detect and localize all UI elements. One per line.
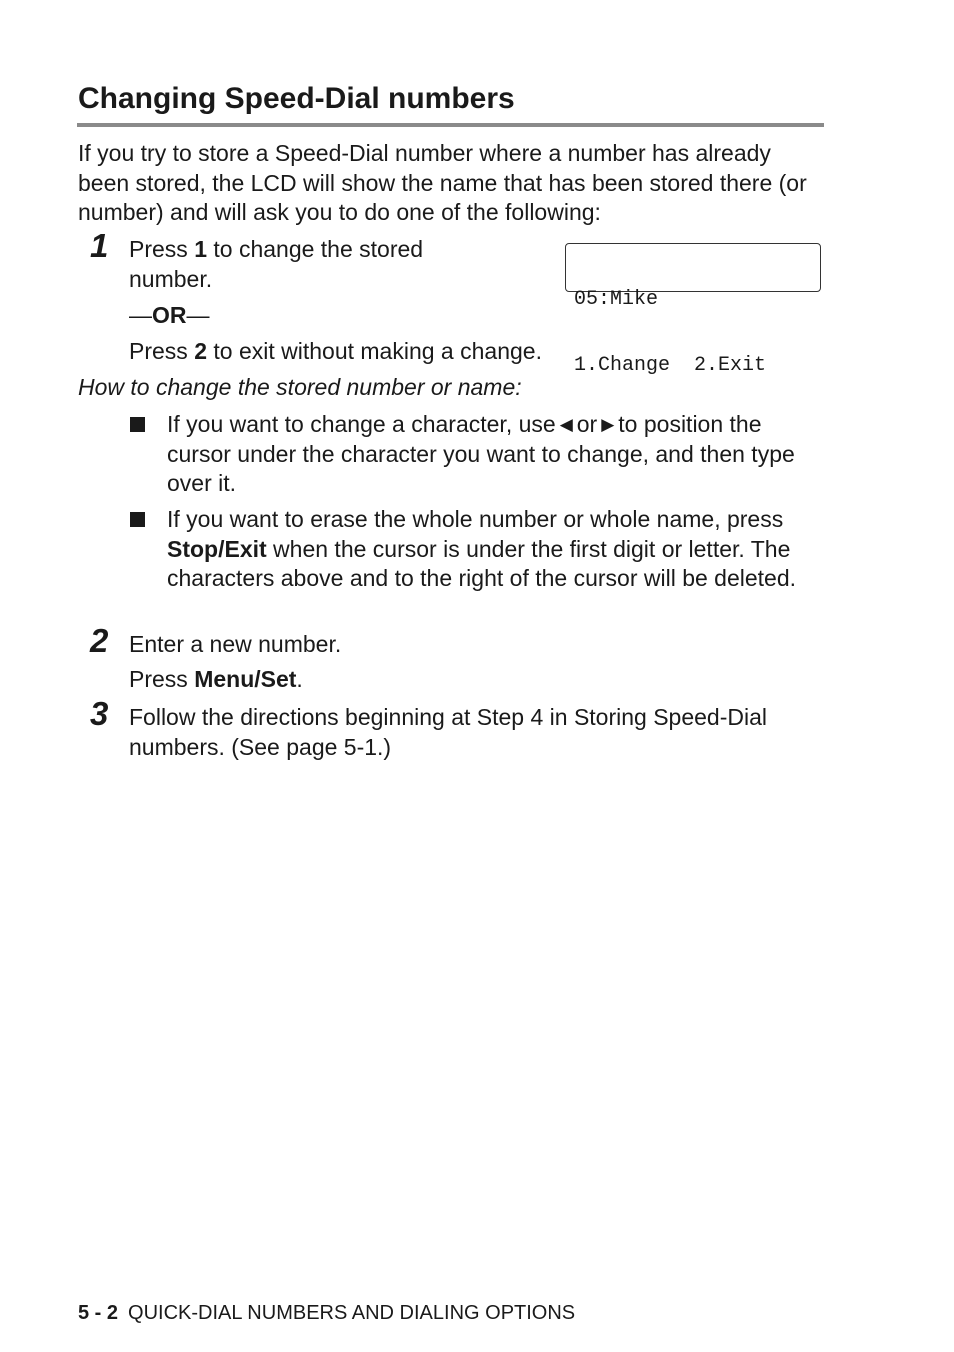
step2-instruction: Enter a new number. — [129, 631, 342, 657]
or-dash-right: — — [186, 302, 210, 328]
step2-press-pre: Press — [129, 666, 195, 692]
step1-alt-post: to exit without making a change. — [206, 338, 542, 364]
page-title: Changing Speed-Dial numbers — [78, 82, 515, 115]
bullet2-text — [167, 505, 827, 594]
step-number-2: 2 — [90, 622, 109, 659]
howto-heading: How to change the stored number or name: — [78, 374, 522, 400]
step1-key-1: 1 — [194, 236, 207, 262]
bullet-square-icon — [130, 512, 145, 527]
stop-exit-key: Stop/Exit — [167, 535, 267, 562]
bullet1-or: or — [576, 411, 598, 437]
bullet1-text — [167, 410, 827, 499]
intro-paragraph: If you try to store a Speed-Dial number where a number has already been stored, the LCD will show the name that has been stored there (or number) and will ask you to do one of the following: — [78, 140, 807, 225]
left-arrow-icon: ◀ — [559, 415, 573, 434]
right-arrow-icon: ▶ — [601, 415, 615, 434]
or-text: OR — [152, 302, 187, 328]
step-number-1: 1 — [90, 227, 109, 264]
bullet2-post: when the cursor is under the first digit or letter. The characters above and to the right of the cursor will be deleted. — [167, 535, 797, 591]
step1-alternative — [129, 337, 542, 367]
step1-instruction — [129, 235, 474, 294]
page-footer — [78, 1301, 575, 1325]
menu-set-key: Menu/Set — [194, 666, 297, 692]
step1-alt-pre: Press — [129, 338, 195, 364]
bullet1-pre: If you want to change a character, use — [167, 411, 556, 437]
page-number: 5 - 2 — [78, 1302, 119, 1324]
bullet2-pre: If you want to erase the whole number or whole name, press — [167, 506, 784, 532]
title-rule — [77, 123, 824, 127]
or-separator — [129, 301, 210, 331]
step3-instruction: Follow the directions beginning at Step 4 in Storing Speed-Dial numbers. (See page 5-1.) — [129, 704, 767, 760]
step2-press-line — [129, 665, 303, 695]
step1-key-2: 2 — [194, 338, 207, 364]
bullet-square-icon — [130, 417, 145, 432]
step1-text-pre: Press — [129, 236, 195, 262]
lcd-line-2: 1.Change 2.Exit — [574, 354, 767, 377]
chapter-title: QUICK-DIAL NUMBERS AND DIALING OPTIONS — [128, 1302, 576, 1324]
lcd-display — [565, 243, 821, 377]
step1-text-post: to change the stored number. — [129, 236, 424, 292]
or-dash-left: — — [129, 302, 152, 328]
bullet1-post: to position the cursor under the character you want to change, and then type over it. — [167, 411, 795, 496]
step2-press-post: . — [296, 666, 303, 692]
step-number-3: 3 — [90, 695, 109, 732]
lcd-line-1: 05:Mike — [574, 288, 659, 311]
